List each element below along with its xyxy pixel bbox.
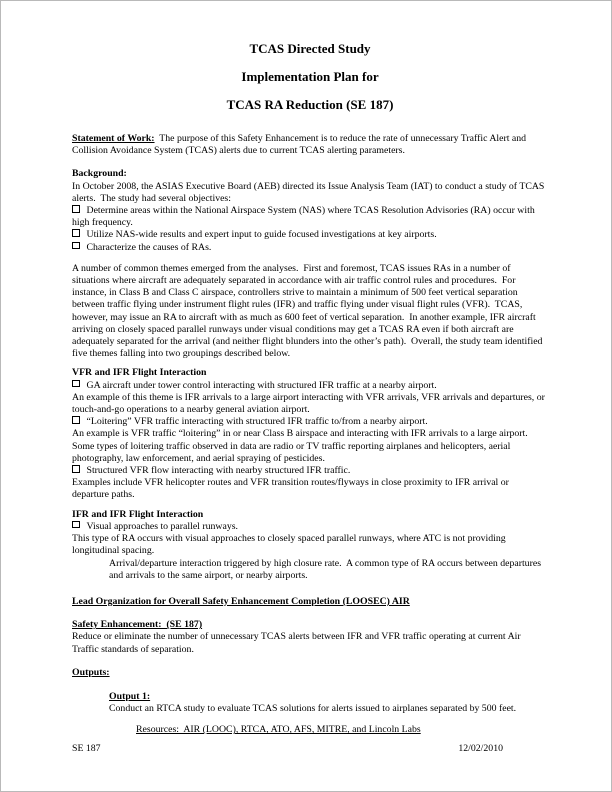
statement-of-work-text: The purpose of this Safety Enhancement is to reduce the rate of unnecessary Traffic Alert and Collision Avoidance System (TCAS) alerts due to current TCAS alerting parameters. <box>72 133 529 157</box>
output-1-label: Output 1: <box>109 690 151 702</box>
ifr-desc: This type of RA occurs with visual approaches to closely spaced parallel runways, where ATC is not providing longitudinal spacing. <box>72 533 509 557</box>
background-intro: In October 2008, the ASIAS Executive Board (AEB) directed its Issue Analysis Team (IAT) to conduct a study of TCAS alerts. The study had several objectives: <box>72 180 547 204</box>
vfr-desc-3: Examples include VFR helicopter routes and VFR transition routes/flyways in close proximity to IFR arrival or departure paths. <box>72 477 512 501</box>
footer-date: 12/02/2010 <box>458 743 503 754</box>
common-themes-paragraph: A number of common themes emerged from the analyses. First and foremost, TCAS issues RAs in a number of situations where aircraft are adequately separated in accordance with air traffic control rules and procedures. For instance, in Class B and Class C airspace, controllers strive to maintain a minimum of 500 feet vertical separation between traffic flying under instrument flight rules (IFR) and traffic flying under visual flight rules (VFR). TCAS, however, may issue an RA to aircraft with as much as 600 feet of vertical separation. In another example, IFR aircraft arriving on closely spaced parallel runways under visual conditions may get a TCAS RA even if both aircraft are adequately separated for the arrival (and neither flight blunders into the other’s path). Overall, the study team identified five themes falling into two groupings described below. <box>72 262 545 360</box>
outputs-heading: Outputs: <box>72 666 110 678</box>
ifr-bullet <box>72 521 548 533</box>
vfr-desc-1: An example of this theme is IFR arrivals to a large airport interacting with VFR arrivals, VFR arrivals and departures, or touch-and-go operations to a nearby general aviation airport. <box>72 391 548 416</box>
checkbox-bullet-icon <box>72 465 80 473</box>
background-bullet-1 <box>72 205 548 229</box>
checkbox-bullet-icon <box>72 229 80 237</box>
checkbox-bullet-icon <box>72 380 80 388</box>
background-bullet-2-text: Utilize NAS-wide results and expert input to guide focused investigations at key airports. <box>86 229 437 241</box>
safety-enhancement-text: Reduce or eliminate the number of unnecessary TCAS alerts between IFR and VFR traffic operating at current Air Traffic standards of separation. <box>72 631 523 655</box>
footer-se-number: SE 187 <box>72 743 101 754</box>
document-title <box>72 35 548 119</box>
checkbox-bullet-icon <box>72 242 80 250</box>
lead-organization-heading: Lead Organization for Overall Safety Enhancement Completion (LOOSEC) AIR <box>72 595 410 607</box>
statement-of-work-paragraph <box>72 133 548 157</box>
vfr-ifr-section-heading: VFR and IFR Flight Interaction <box>72 367 207 379</box>
document-title-line-1: TCAS Directed Study <box>249 41 371 56</box>
ifr-indented-note: Arrival/departure interaction triggered by high closure rate. A common type of RA occurs between departures and arrivals to the same airport, or nearby airports. <box>109 557 544 581</box>
checkbox-bullet-icon <box>72 205 80 213</box>
checkbox-bullet-icon <box>72 521 80 529</box>
background-bullet-3-text: Characterize the causes of RAs. <box>86 241 212 253</box>
vfr-bullet-2-text: “Loitering” VFR traffic interacting with structured IFR traffic to/from a nearby airport. <box>86 416 428 428</box>
vfr-bullet-3-text: Structured VFR flow interacting with nearby structured IFR traffic. <box>86 465 351 477</box>
ifr-ifr-section-heading: IFR and IFR Flight Interaction <box>72 508 204 520</box>
vfr-bullet-1 <box>72 380 548 392</box>
document-title-line-3: TCAS RA Reduction (SE 187) <box>226 97 394 112</box>
page-footer <box>72 743 503 755</box>
background-bullet-1-text: Determine areas within the National Airspace System (NAS) where TCAS Resolution Advisories (RA) occur with high frequency. <box>72 205 538 229</box>
background-bullet-3 <box>72 242 548 254</box>
ifr-bullet-text: Visual approaches to parallel runways. <box>86 520 238 532</box>
safety-enhancement-heading: Safety Enhancement: (SE 187) <box>72 619 203 631</box>
document-title-line-2: Implementation Plan for <box>241 69 379 84</box>
vfr-bullet-2 <box>72 416 548 428</box>
vfr-bullet-1-text: GA aircraft under tower control interacting with structured IFR traffic at a nearby airport. <box>86 379 437 391</box>
background-heading: Background: <box>72 168 127 180</box>
resources-line: Resources: AIR (LOOC), RTCA, ATO, AFS, MITRE, and Lincoln Labs <box>136 724 421 736</box>
vfr-bullet-3 <box>72 465 548 477</box>
statement-of-work-label: Statement of Work: <box>72 133 155 144</box>
vfr-desc-2: An example is VFR traffic “loitering” in or near Class B airspace and interacting with IFR arrivals to a large airport. Some types of loitering traffic observed in data are radio or TV traffic reporting airplanes and helicopters, aerial photography, law enforcement, and aerial spraying of pesticides. <box>72 428 533 464</box>
output-1-text: Conduct an RTCA study to evaluate TCAS solutions for alerts issued to airplanes separated by 500 feet. <box>109 703 517 715</box>
checkbox-bullet-icon <box>72 416 80 424</box>
background-bullet-2 <box>72 229 548 241</box>
